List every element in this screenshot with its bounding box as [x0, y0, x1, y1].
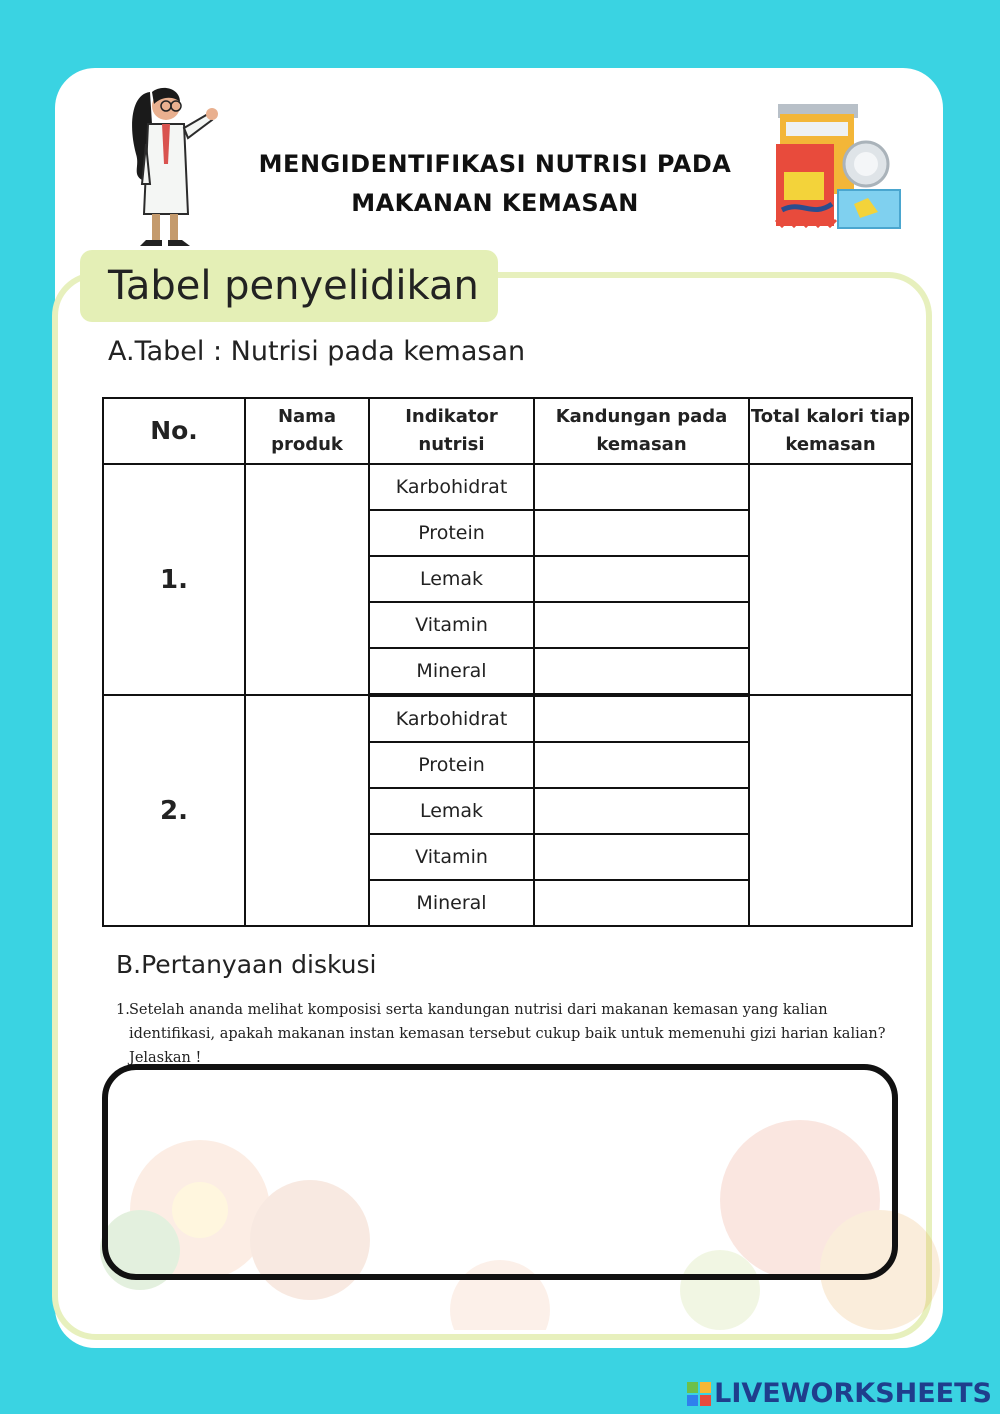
indikator-cell: Protein [369, 510, 534, 556]
header-total-kalori: Total kalori tiap kemasan [749, 398, 912, 464]
page-title [240, 145, 750, 223]
title-line-1: MENGIDENTIFIKASI NUTRISI PADA [258, 150, 732, 178]
section-tab-label: Tabel penyelidikan [80, 250, 498, 322]
indikator-cell: Karbohidrat [369, 695, 534, 742]
header-nama-produk: Nama produk [245, 398, 369, 464]
indikator-cell: Protein [369, 742, 534, 788]
table-row [103, 695, 912, 742]
kandungan-cell[interactable] [534, 602, 749, 648]
kandungan-cell[interactable] [534, 648, 749, 695]
nutrition-table [102, 397, 913, 927]
kandungan-cell[interactable] [534, 464, 749, 510]
answer-box[interactable] [102, 1064, 898, 1280]
indikator-cell: Mineral [369, 648, 534, 695]
indikator-cell: Vitamin [369, 602, 534, 648]
packaged-food-icon [772, 100, 902, 232]
indikator-cell: Mineral [369, 880, 534, 926]
kandungan-cell[interactable] [534, 556, 749, 602]
kandungan-cell[interactable] [534, 788, 749, 834]
indikator-cell: Karbohidrat [369, 464, 534, 510]
liveworksheets-logo-icon [686, 1381, 712, 1407]
liveworksheets-brand [686, 1378, 992, 1409]
nama-produk-cell[interactable] [245, 695, 369, 926]
indikator-cell: Vitamin [369, 834, 534, 880]
scientist-pointing-icon [122, 84, 222, 250]
kandungan-cell[interactable] [534, 510, 749, 556]
kandungan-cell[interactable] [534, 834, 749, 880]
section-b-heading: B.Pertanyaan diskusi [116, 950, 377, 979]
title-line-2: MAKANAN KEMASAN [351, 189, 639, 217]
question-number: 1. [116, 1002, 130, 1018]
brand-name: LIVEWORKSHEETS [714, 1378, 992, 1409]
total-kalori-cell[interactable] [749, 695, 912, 926]
kandungan-cell[interactable] [534, 695, 749, 742]
kandungan-cell[interactable] [534, 880, 749, 926]
indikator-cell: Lemak [369, 788, 534, 834]
table-row [103, 464, 912, 510]
kandungan-cell[interactable] [534, 742, 749, 788]
nama-produk-cell[interactable] [245, 464, 369, 695]
header-kandungan: Kandungan pada kemasan [534, 398, 749, 464]
discussion-question [116, 998, 906, 1070]
section-a-heading: A.Tabel : Nutrisi pada kemasan [108, 336, 526, 367]
indikator-cell: Lemak [369, 556, 534, 602]
table-header-row [103, 398, 912, 464]
header-indikator: Indikator nutrisi [369, 398, 534, 464]
row-number: 2. [103, 695, 245, 926]
row-number: 1. [103, 464, 245, 695]
header-no: No. [103, 398, 245, 464]
total-kalori-cell[interactable] [749, 464, 912, 695]
question-text: Setelah ananda melihat komposisi serta kandungan nutrisi dari makanan kemasan yang kalian identifikasi, apakah makanan instan kemasan tersebut cukup baik untuk memenuhi gizi harian kalian? Jelaskan ! [129, 1002, 886, 1066]
